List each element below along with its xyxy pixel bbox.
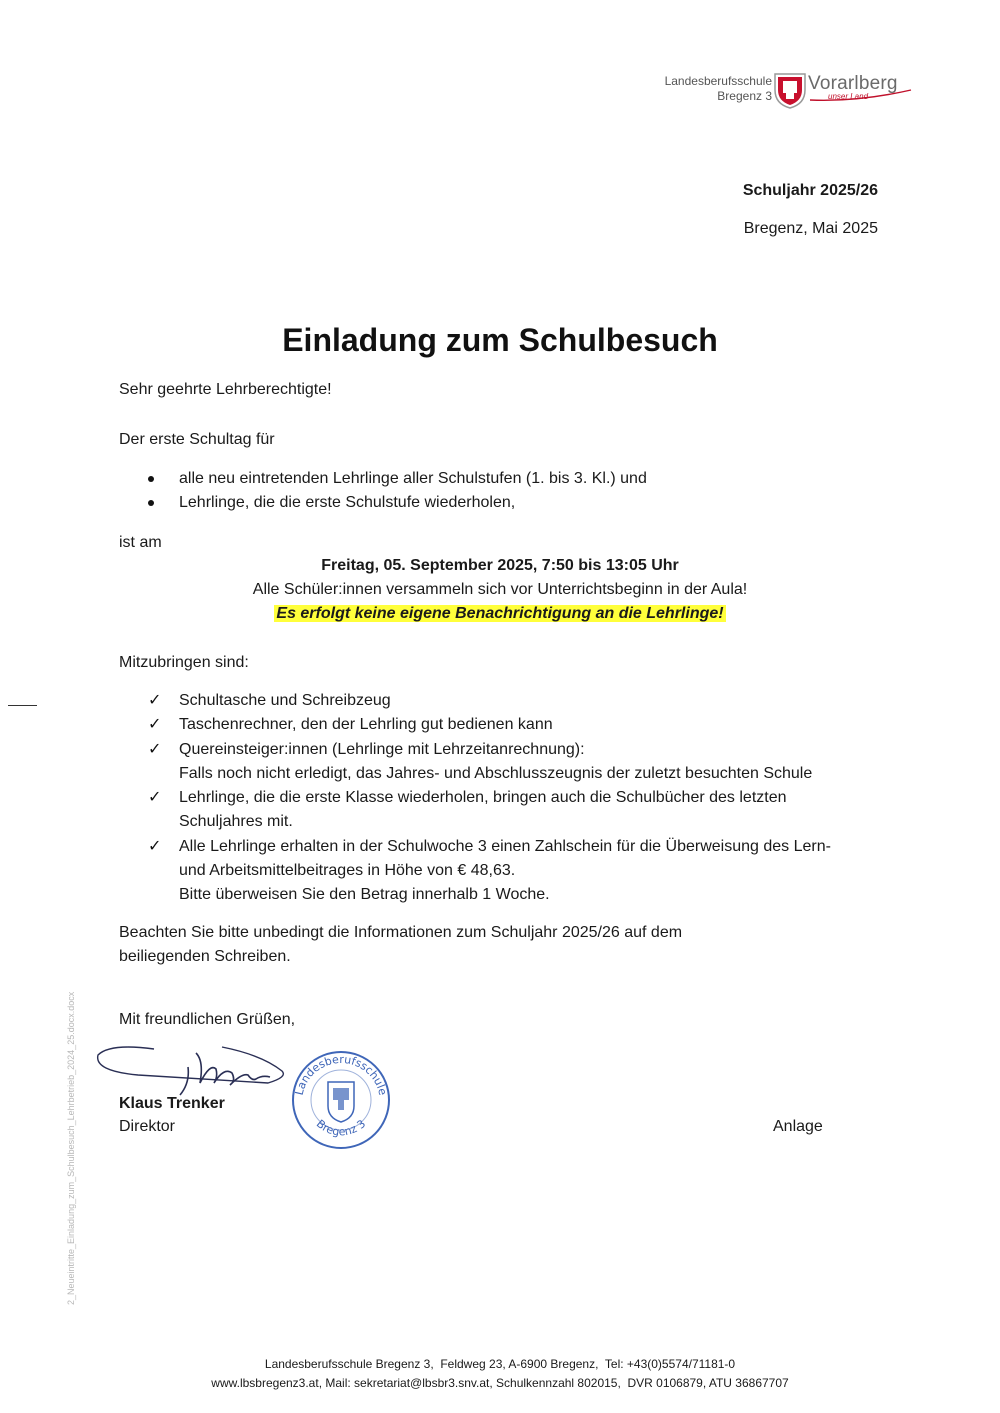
coat-of-arms-icon [772,70,808,110]
list-item [148,835,878,908]
closing-salutation: Mit freundlichen Grüßen, [119,1011,296,1028]
checklist-line: Quereinsteiger:innen (Lehrlinge mit Lehrzeitanrechnung): [179,740,585,758]
event-warning-text: Es erfolgt keine eigene Benachrichtigung an die Lehrlinge! [276,605,724,622]
stamp-text-bottom: Bregenz 3 [313,1117,369,1139]
school-year: Schuljahr 2025/26 [742,182,878,199]
bullet-icon [148,500,154,506]
attachment-note: Anlage [773,1118,823,1135]
event-block [0,554,1000,626]
checkmark-icon: ✓ [148,740,162,758]
logo-brand: Vorarlberg [808,73,898,94]
list-item [148,738,878,787]
signer-name: Klaus Trenker [119,1095,225,1112]
logo-school-line1: Landesberufsschule [664,74,772,88]
bullet-list [148,467,647,515]
checkmark-icon: ✓ [148,837,162,855]
svg-text:Bregenz 3 [314,1117,368,1138]
checklist-line: Schultasche und Schreibzeug [179,692,391,709]
checklist-line: Alle Lehrlinge erhalten in der Schulwoche 3 einen Zahlschein für die Überweisung des Lern- [179,837,831,855]
greeting: Sehr geehrte Lehrberechtigte! [119,381,332,398]
checkmark-icon: ✓ [148,789,162,807]
checklist-line: Bitte überweisen Sie den Betrag innerhalb 1 Woche. [179,886,550,904]
notice-line: Beachten Sie bitte unbedingt die Informationen zum Schuljahr 2025/26 auf dem [119,924,683,941]
checklist-line: Schuljahres mit. [179,813,293,831]
checkmark-icon: ✓ [148,692,162,709]
event-assembly: Alle Schüler:innen versammeln sich vor Unterrichtsbeginn in der Aula! [252,581,748,598]
footer-contact: www.lbsbregenz3.at, Mail: sekretariat@lbsbr3.snv.at, Schulkennzahl 802015, DVR 0106879, ATU 36867707 [211,1376,789,1390]
checklist-line: Taschenrechner, den der Lehrling gut bedienen kann [179,716,553,734]
items-heading: Mitzubringen sind: [119,654,249,671]
letter-date: Bregenz, Mai 2025 [743,220,878,237]
list-item [148,689,878,713]
list-item [148,713,878,737]
footer-address: Landesberufsschule Bregenz 3, Feldweg 23, A-6900 Bregenz, Tel: +43(0)5574/71181-0 [264,1357,736,1371]
bullet-text: Lehrlinge, die die erste Schulstufe wiederholen, [179,494,516,511]
intro-text: Der erste Schultag für [119,431,275,448]
checklist [148,689,878,908]
list-item [148,467,647,491]
date-intro: ist am [119,534,162,551]
notice-line: beiliegenden Schreiben. [119,948,291,965]
fold-mark [8,705,37,706]
bullet-icon [148,476,154,482]
checklist-line: und Arbeitsmittelbeitrages in Höhe von € 48,63. [179,862,516,880]
event-date: Freitag, 05. September 2025, 7:50 bis 13:05 Uhr [321,557,679,574]
logo-swoosh [808,88,913,102]
list-item [148,786,878,835]
notice-paragraph [119,921,682,969]
checkmark-icon: ✓ [148,716,162,734]
checklist-line: Falls noch nicht erledigt, das Jahres- und Abschlusszeugnis der zuletzt besuchten Schule [179,764,813,782]
stamp-text-top: Landesberufsschule [292,1052,390,1097]
event-warning [0,602,1000,626]
checklist-line: Lehrlinge, die die erste Klasse wiederholen, bringen auch die Schulbücher des letzten [179,789,787,807]
logo-tagline: unser Land [828,92,869,101]
list-item [148,491,647,515]
school-stamp [288,1050,394,1150]
bullet-text: alle neu eintretenden Lehrlinge aller Schulstufen (1. bis 3. Kl.) und [179,470,647,487]
signer-role: Direktor [119,1118,176,1135]
logo-school-line2: Bregenz 3 [717,89,772,103]
file-name-vertical: 2_Neueintritte_Einladung_zum_Schulbesuch_Lehrbetrieb_2024_25.docx.docx [66,991,76,1305]
page-title: Einladung zum Schulbesuch [282,322,718,358]
header-logo [664,70,913,110]
